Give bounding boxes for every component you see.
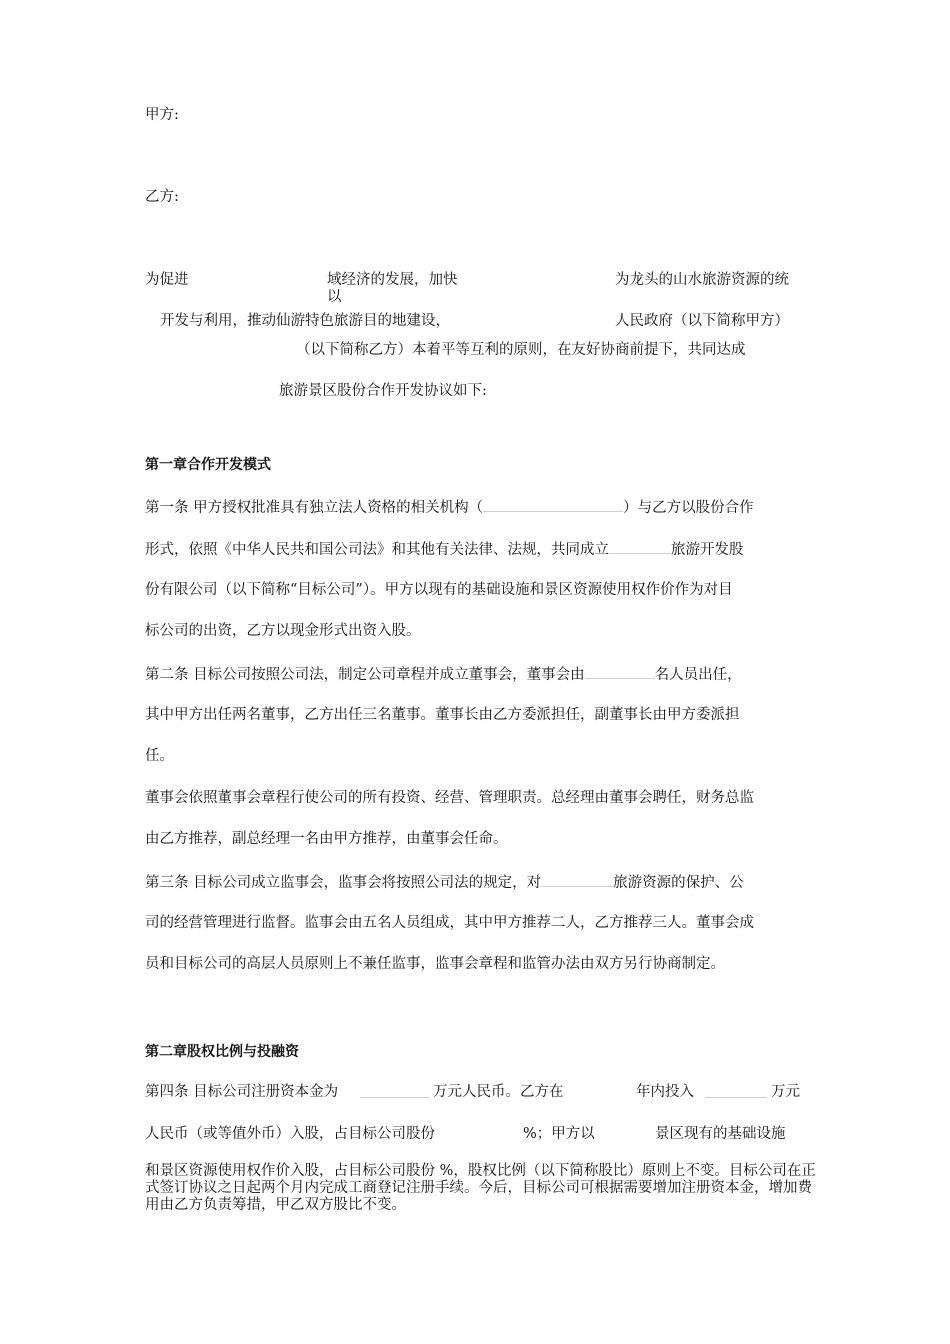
article1-line1-a: 第一条 甲方授权批准具有独立法人资格的相关机构（ xyxy=(145,500,484,516)
article1-line3: 份有限公司（以下简称“目标公司”）。甲方以现有的基础设施和景区资源使用权作价作为对目 xyxy=(145,582,733,598)
article3-line1-b: 旅游资源的保护、公 xyxy=(613,875,744,891)
article3-line2: 司的经营管理进行监督。监事会由五名人员组成，其中甲方推荐二人，乙方推荐三人。董事会成 xyxy=(145,915,754,931)
blank-field xyxy=(705,1083,767,1098)
preamble-line1-b: 域经济的发展，加快 xyxy=(327,272,458,288)
blank-field xyxy=(609,539,671,554)
article4-line1-d: 万元 xyxy=(771,1084,800,1100)
article2-line1-a: 第二条 目标公司按照公司法，制定公司章程并成立董事会，董事会由 xyxy=(145,667,585,683)
article2-line4: 董事会依照董事会章程行使公司的所有投资、经营、管理职责。总经理由董事会聘任，财务总监 xyxy=(145,790,754,806)
article2-line2: 其中甲方出任两名董事，乙方出任三名董事。董事长由乙方委派担任，副董事长由甲方委派担 xyxy=(145,707,740,723)
article4-line2-c: 景区现有的基础设施 xyxy=(655,1126,786,1142)
preamble-line2-a: 开发与利用，推动仙游特色旅游目的地建设， xyxy=(160,313,450,329)
article4-line2-a: 人民币（或等值外币）入股，占目标公司股份 xyxy=(145,1126,435,1142)
article1-line2-b: 旅游开发股 xyxy=(671,542,744,558)
article4-line1-a: 第四条 目标公司注册资本金为 xyxy=(145,1084,339,1100)
article2-line5: 由乙方推荐，副总经理一名由甲方推荐，由董事会任命。 xyxy=(145,831,508,847)
article3-line1-a: 第三条 目标公司成立监事会，监事会将按照公司法的规定，对 xyxy=(145,875,542,891)
blank-field xyxy=(483,497,623,512)
preamble-line1-c: 为龙头的山水旅游资源的统 xyxy=(615,272,789,288)
article1-line1-b: ）与乙方以股份合作 xyxy=(623,500,754,516)
chapter1-title: 第一章合作开发模式 xyxy=(145,457,271,473)
blank-field xyxy=(585,664,655,679)
party-a-label: 甲方: xyxy=(145,107,179,123)
article4-line1-b: 万元人民币。乙方在 xyxy=(433,1084,564,1100)
article2-line1-b: 名人员出任， xyxy=(654,667,742,683)
article2-line3: 任。 xyxy=(145,748,174,764)
preamble-line1-b2: 以 xyxy=(327,289,342,305)
preamble-line1-a: 为促进 xyxy=(145,272,189,288)
article4-line3: 和景区资源使用权作价入股，占目标公司股份 %，股权比例（以下简称股比）原则上不变。目标公司在正式签订协议之日起两个月内完成工商登记注册手续。今后，目标公司可根据需要增加注册资本金，增加费用由乙方负责筹措，甲乙双方股比不变。 xyxy=(145,1163,816,1213)
preamble-line4: 旅游景区股份合作开发协议如下: xyxy=(279,383,487,399)
preamble-line2-b: 人民政府（以下简称甲方） xyxy=(615,313,789,329)
article4-line1-c: 年内投入 xyxy=(636,1084,694,1100)
party-b-label: 乙方: xyxy=(145,189,179,205)
article1-line1 xyxy=(145,497,754,517)
article1-line2 xyxy=(145,539,744,559)
article1-line4: 标公司的出资，乙方以现金形式出资入股。 xyxy=(145,623,421,639)
chapter2-title: 第二章股权比例与投融资 xyxy=(145,1044,299,1060)
article4-line2-b: %；甲方以 xyxy=(523,1126,595,1142)
blank-field xyxy=(360,1083,430,1098)
preamble-line3: （以下简称乙方）本着平等互利的原则，在友好协商前提下，共同达成 xyxy=(296,342,746,358)
article3-line1 xyxy=(145,872,744,892)
blank-field xyxy=(541,872,613,887)
article1-line2-a: 形式，依照《中华人民共和国公司法》和其他有关法律、法规，共同成立 xyxy=(145,542,609,558)
article3-line3: 员和目标公司的高层人员原则上不兼任监事，监事会章程和监管办法由双方另行协商制定。 xyxy=(145,956,725,972)
article2-line1 xyxy=(145,664,742,684)
